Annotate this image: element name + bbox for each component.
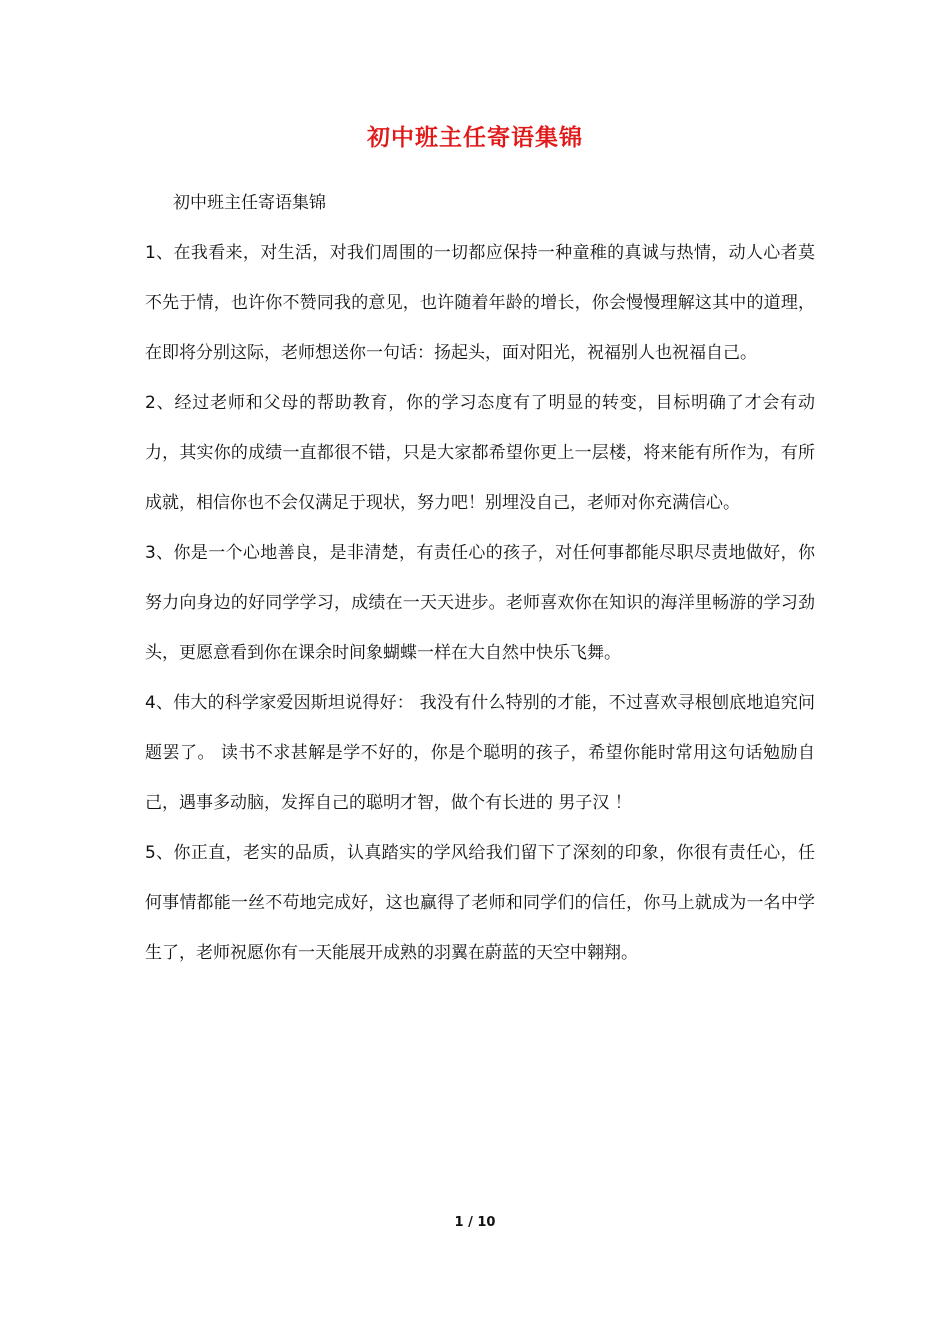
page-total: 10 [477,1215,496,1230]
document-body [145,178,815,978]
page-current: 1 [454,1215,464,1230]
paragraph-1: 1、在我看来，对生活，对我们周围的一切都应保持一种童稚的真诚与热情，动人心者莫不先于情，也许你不赞同我的意见，也许随着年龄的增长，你会慢慢理解这其中的道理，在即将分别这际，老师想送你一句话：扬起头，面对阳光，祝福别人也祝福自己。 [145,243,815,363]
paragraph-5: 5、你正直，老实的品质，认真踏实的学风给我们留下了深刻的印象，你很有责任心，任何事情都能一丝不苟地完成好，这也赢得了老师和同学们的信任，你马上就成为一名中学生了，老师祝愿你有一天能展开成熟的羽翼在蔚蓝的天空中翱翔。 [145,843,815,963]
document-title: 初中班主任寄语集锦 [367,125,583,151]
paragraph-3: 3、你是一个心地善良，是非清楚，有责任心的孩子，对任何事都能尽职尽责地做好，你努力向身边的好同学学习，成绩在一天天进步。老师喜欢你在知识的海洋里畅游的学习劲头，更愿意看到你在课余时间象蝴蝶一样在大自然中快乐飞舞。 [145,543,815,663]
document-subtitle: 初中班主任寄语集锦 [173,193,326,213]
paragraph-4: 4、伟大的科学家爱因斯坦说得好： 我没有什么特别的才能，不过喜欢寻根刨底地追究问题罢了。 读书不求甚解是学不好的，你是个聪明的孩子，希望你能时常用这句话勉励自己，遇事多动脑，发挥自己的聪明才智，做个有长进的 男子汉 ！ [145,693,815,813]
page-separator: / [468,1215,473,1230]
page-number [0,1212,950,1234]
paragraph-2: 2、经过老师和父母的帮助教育，你的学习态度有了明显的转变，目标明确了才会有动力，其实你的成绩一直都很不错，只是大家都希望你更上一层楼，将来能有所作为，有所成就，相信你也不会仅满足于现状，努力吧！别埋没自己，老师对你充满信心。 [145,393,815,513]
